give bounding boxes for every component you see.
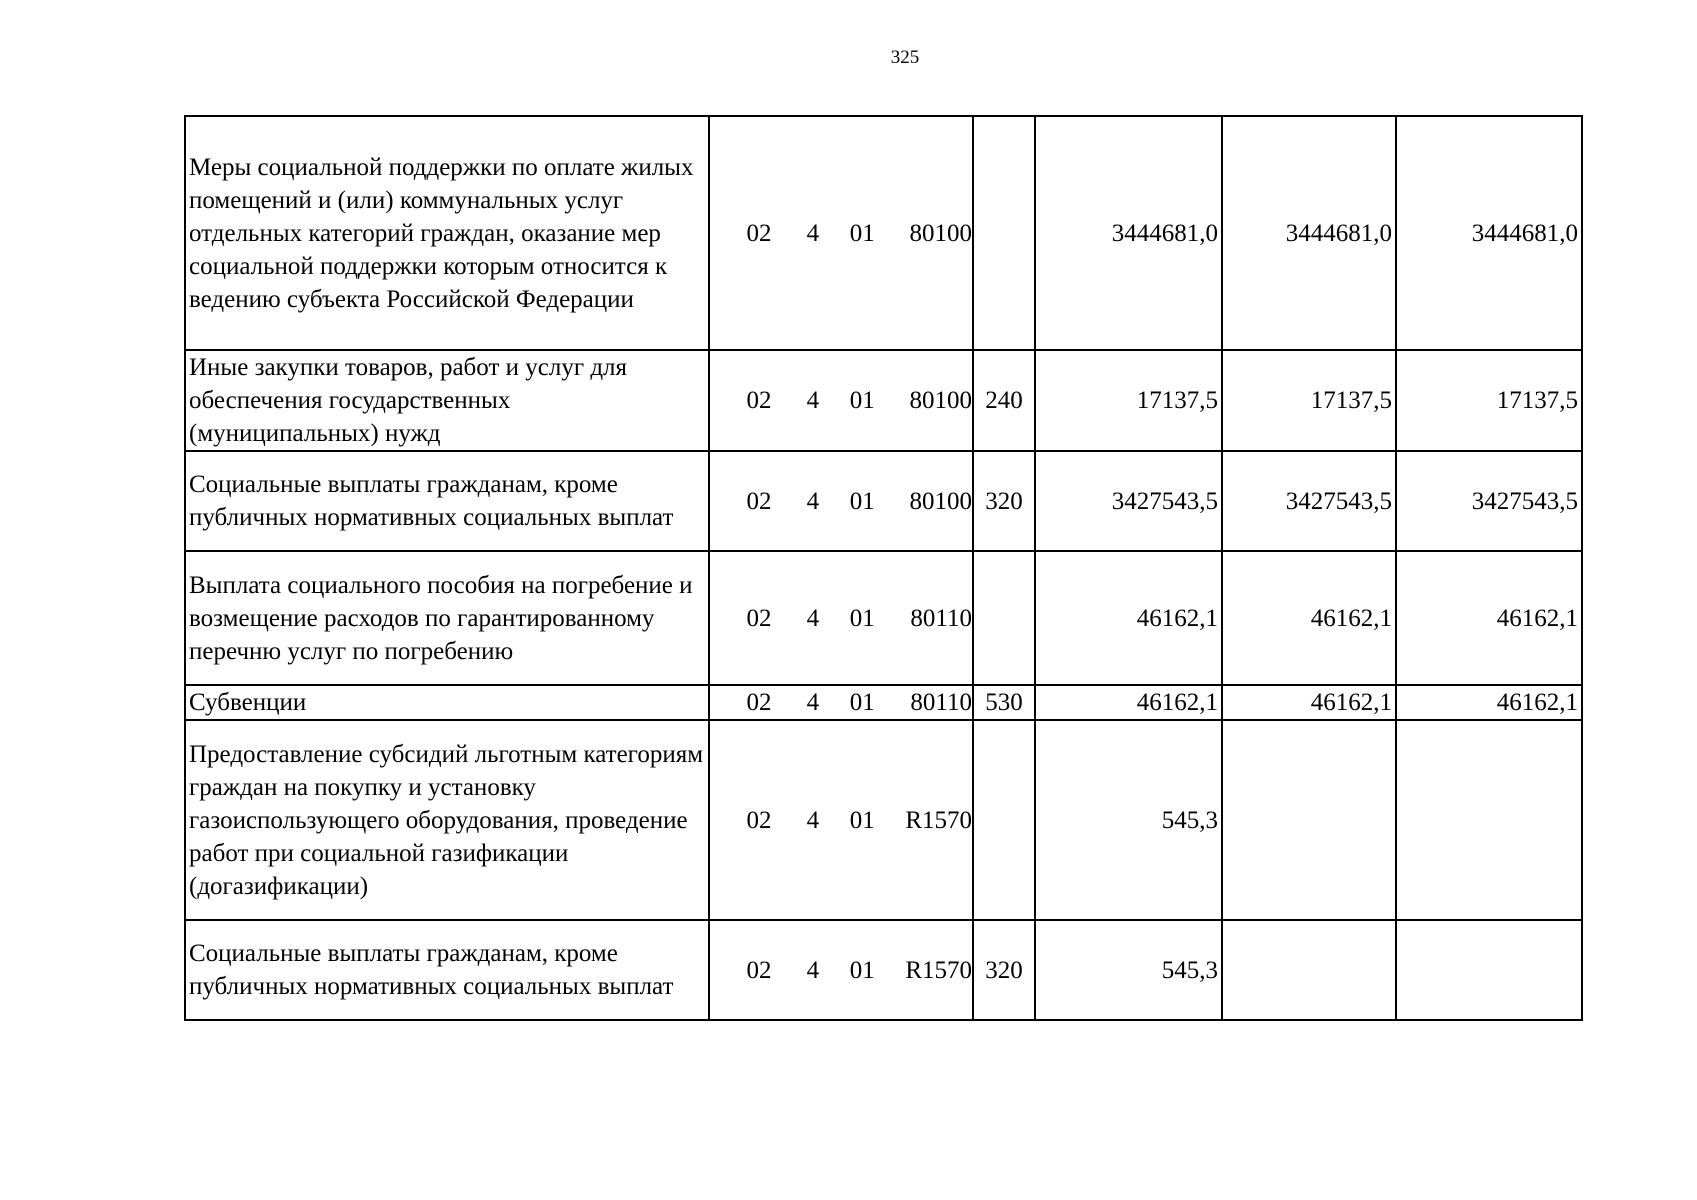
vr-code: 320 [973,451,1035,551]
sum3-cell: 46162,1 [1396,551,1582,685]
page-number: 325 [890,47,920,68]
csr-code: R1570 [905,956,972,984]
grp-code: 01 [849,487,875,515]
pr-code: 4 [806,689,820,716]
grp-code: 01 [849,806,875,834]
sum1-cell: 3427543,5 [1035,451,1222,551]
sum3-cell: 3444681,0 [1396,116,1582,350]
table-body [185,116,1582,1020]
rz-code: 02 [746,219,772,247]
vr-code: 240 [973,350,1035,451]
table-row [185,920,1582,1020]
grp-code: 01 [849,956,875,984]
budget-table [184,115,1583,1021]
sum3-cell: 46162,1 [1396,685,1582,720]
sum1-cell: 3444681,0 [1035,116,1222,350]
sum2-cell: 17137,5 [1222,350,1396,451]
grp-code: 01 [849,219,875,247]
rz-code: 02 [746,689,772,716]
table-row [185,551,1582,685]
sum1-cell: 545,3 [1035,720,1222,920]
vr-code: 530 [973,685,1035,720]
row-name-cell: Иные закупки товаров, работ и услуг для обеспечения государственных (муниципальных) нужд [185,350,709,451]
sum2-cell: 46162,1 [1222,551,1396,685]
vr-code: 320 [973,920,1035,1020]
pr-code: 4 [806,219,820,247]
vr-code [973,116,1035,350]
grp-code: 01 [849,387,875,414]
sum2-cell: 3444681,0 [1222,116,1396,350]
sum1-cell: 545,3 [1035,920,1222,1020]
row-name-cell: Предоставление субсидий льготным категориям граждан на покупку и установку газоиспользующего оборудования, проведение работ при социальной газификации (догазификации) [185,720,709,920]
codes-cell [709,116,973,350]
table-row [185,451,1582,551]
sum2-cell [1222,720,1396,920]
pr-code: 4 [806,956,820,984]
csr-code: 80100 [909,219,972,247]
sum3-cell: 3427543,5 [1396,451,1582,551]
grp-code: 01 [849,689,875,716]
sum2-cell: 3427543,5 [1222,451,1396,551]
rz-code: 02 [746,387,772,414]
sum1-cell: 46162,1 [1035,685,1222,720]
rz-code: 02 [746,604,772,632]
codes-cell [709,920,973,1020]
sum3-cell [1396,920,1582,1020]
vr-code [973,720,1035,920]
rz-code: 02 [746,806,772,834]
csr-code: 80110 [910,604,972,632]
codes-cell [709,720,973,920]
pr-code: 4 [806,487,820,515]
rz-code: 02 [746,956,772,984]
row-name-cell: Социальные выплаты гражданам, кроме публичных нормативных социальных выплат [185,920,709,1020]
codes-cell [709,451,973,551]
csr-code: R1570 [905,806,972,834]
table-row [185,685,1582,720]
row-name-cell: Субвенции [185,685,709,720]
row-name-cell: Меры социальной поддержки по оплате жилых помещений и (или) коммунальных услуг отдельных категорий граждан, оказание мер социальной поддержки которым относится к ведению субъекта Российской Федерации [185,116,709,350]
codes-cell [709,350,973,451]
row-name-cell: Социальные выплаты гражданам, кроме публичных нормативных социальных выплат [185,451,709,551]
codes-cell [709,685,973,720]
sum1-cell: 17137,5 [1035,350,1222,451]
grp-code: 01 [849,604,875,632]
vr-code [973,551,1035,685]
pr-code: 4 [806,387,820,414]
sum3-cell: 17137,5 [1396,350,1582,451]
row-name-cell: Выплата социального пособия на погребение и возмещение расходов по гарантированному перечню услуг по погребению [185,551,709,685]
sum1-cell: 46162,1 [1035,551,1222,685]
codes-cell [709,551,973,685]
csr-code: 80100 [909,487,972,515]
csr-code: 80100 [909,387,972,414]
pr-code: 4 [806,604,820,632]
table-row [185,720,1582,920]
table-row [185,350,1582,451]
rz-code: 02 [746,487,772,515]
csr-code: 80110 [910,689,972,716]
sum2-cell: 46162,1 [1222,685,1396,720]
table-row [185,116,1582,350]
pr-code: 4 [806,806,820,834]
sum2-cell [1222,920,1396,1020]
sum3-cell [1396,720,1582,920]
